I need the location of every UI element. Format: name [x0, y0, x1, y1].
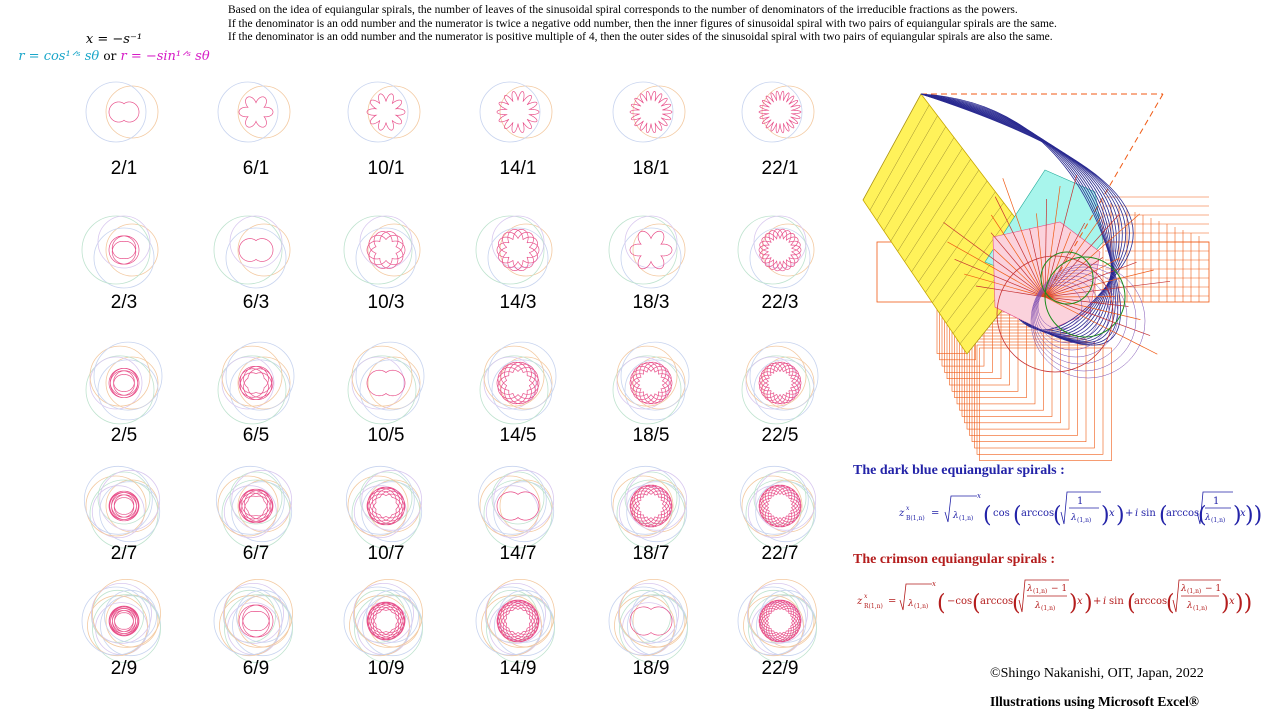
intro-line-3: If the denominator is an odd number and the numerator is positive multiple of 4, then the outer sides of the sinusoidal spiral with two pairs of equiangular spirals are also the same. — [228, 31, 1053, 43]
svg-text:B(1,n): B(1,n) — [906, 515, 925, 522]
svg-text:arccos: arccos — [980, 596, 1014, 607]
spiral-thumbnail — [482, 349, 554, 446]
svg-text:sin: sin — [1109, 596, 1124, 607]
intro-line-2: If the denominator is an odd number and the numerator is twice a negative odd number, then the inner figures of sinusoidal spiral with two pairs of equiangular spirals are the same. — [228, 17, 1057, 30]
sinusoidal-spiral-curve — [367, 94, 405, 130]
spiral-formula — [6, 32, 222, 64]
spiral-thumbnail — [744, 587, 816, 679]
background-arc — [214, 216, 282, 284]
sinusoidal-spiral-curve — [239, 489, 273, 523]
svg-text:λ: λ — [1027, 584, 1033, 594]
spiral-thumbnail — [220, 349, 292, 446]
svg-text:x: x — [977, 492, 981, 500]
svg-text:(1,n): (1,n) — [1033, 588, 1048, 595]
orange-square — [970, 336, 1078, 435]
svg-text:x: x — [906, 505, 910, 512]
background-arc — [352, 357, 404, 409]
fraction-label: 14/7 — [499, 543, 537, 564]
svg-text:): ) — [1233, 503, 1242, 528]
svg-text:1: 1 — [1213, 496, 1220, 507]
spiral-thumbnail — [88, 472, 160, 564]
fraction-label: 18/7 — [632, 543, 670, 564]
svg-text:(: ( — [937, 591, 946, 616]
background-arc — [238, 357, 290, 409]
spiral-thumbnail-figure — [744, 349, 816, 417]
background-arc — [352, 480, 420, 548]
svg-text:1: 1 — [1077, 496, 1084, 507]
svg-text:=: = — [931, 508, 940, 519]
svg-text:x: x — [864, 593, 868, 600]
sinusoidal-spiral-curve — [630, 362, 672, 404]
or-text: or — [103, 49, 117, 63]
orange-square — [977, 345, 1103, 454]
svg-text:(1,n): (1,n) — [959, 515, 974, 522]
svg-text:z: z — [899, 508, 905, 519]
spiral-thumbnail — [615, 349, 687, 446]
sinusoidal-spiral-curve — [239, 239, 273, 262]
svg-text:λ: λ — [953, 511, 959, 521]
spiral-thumbnail — [220, 216, 292, 313]
spiral-thumbnail — [482, 78, 554, 179]
spiral-thumbnail-figure — [482, 472, 554, 540]
spiral-thumbnail-figure — [615, 349, 687, 417]
fraction-label: 6/3 — [242, 292, 270, 313]
spiral-thumbnail — [350, 216, 422, 313]
spiral-thumbnail-figure — [350, 78, 422, 146]
spiral-thumbnail — [88, 587, 160, 679]
background-arc — [218, 82, 278, 142]
background-arc — [742, 82, 802, 142]
spiral-thumbnail-figure — [350, 472, 422, 540]
svg-text:(1,n): (1,n) — [1077, 517, 1092, 524]
background-arc — [761, 590, 813, 642]
svg-text:)): )) — [1245, 503, 1263, 528]
blue-spiral-equation — [895, 488, 1263, 536]
sinusoidal-spiral-curve — [497, 600, 539, 642]
background-arc — [625, 216, 677, 268]
background-arc — [488, 228, 548, 288]
background-arc — [500, 86, 552, 138]
svg-text:z: z — [857, 596, 863, 607]
spiral-thumbnail — [88, 349, 160, 446]
svg-text:(1,n): (1,n) — [914, 603, 929, 610]
fraction-label: 10/1 — [367, 158, 405, 179]
background-arc — [609, 216, 677, 284]
svg-text:arccos: arccos — [1134, 596, 1168, 607]
spiral-thumbnail-figure — [350, 216, 422, 284]
spiral-thumbnail — [350, 349, 422, 446]
spiral-thumbnail — [615, 472, 687, 564]
svg-text:sin: sin — [1141, 508, 1156, 519]
fraction-label: 18/5 — [632, 425, 670, 446]
spiral-thumbnail — [744, 349, 816, 446]
spiral-thumbnail-figure — [220, 349, 292, 417]
svg-text:): ) — [1221, 591, 1230, 616]
spiral-thumbnail — [350, 587, 422, 679]
svg-text:cos: cos — [993, 508, 1010, 519]
background-arc — [750, 228, 810, 288]
sinusoidal-spiral-curve — [630, 91, 672, 132]
svg-text:(: ( — [1013, 503, 1022, 528]
sinusoidal-spiral-curve — [109, 368, 139, 397]
svg-text:R(1,n): R(1,n) — [864, 603, 883, 610]
fraction-label: 14/9 — [499, 658, 537, 679]
fraction-label: 22/7 — [761, 543, 799, 564]
sinusoidal-spiral-curve — [630, 485, 672, 527]
intro-text — [228, 4, 1228, 45]
spiral-thumbnail — [350, 472, 422, 564]
svg-text:): ) — [1084, 591, 1093, 616]
svg-text:− 1: − 1 — [1051, 584, 1068, 594]
copyright-credit: ©Shingo Nakanishi, OIT, Japan, 2022 — [990, 666, 1204, 681]
background-arc — [621, 228, 681, 288]
spiral-thumbnail-figure — [482, 216, 554, 284]
background-arc — [368, 86, 420, 138]
fraction-label: 10/5 — [367, 425, 405, 446]
svg-text:): ) — [1069, 591, 1078, 616]
sinusoidal-spiral-curve — [367, 370, 405, 396]
svg-text:(: ( — [972, 591, 981, 616]
sinusoidal-spiral-curve — [367, 602, 405, 640]
svg-text:+: + — [1125, 508, 1134, 519]
svg-text:λ: λ — [1071, 513, 1077, 523]
fraction-label: 2/9 — [110, 658, 138, 679]
fraction-label: 6/1 — [242, 158, 270, 179]
fraction-label: 10/9 — [367, 658, 405, 679]
spiral-thumbnail — [220, 472, 292, 564]
background-arc — [480, 82, 540, 142]
background-arc — [762, 86, 814, 138]
background-arc — [222, 480, 290, 548]
spiral-thumbnail-figure — [482, 349, 554, 417]
svg-text:): ) — [1116, 503, 1125, 528]
svg-text:λ: λ — [908, 599, 914, 609]
fraction-label: 18/9 — [632, 658, 670, 679]
svg-text:i: i — [1135, 508, 1139, 519]
spiral-thumbnail — [744, 216, 816, 313]
fraction-label: 22/1 — [761, 158, 799, 179]
spiral-thumbnail-figure — [88, 349, 160, 417]
background-arc — [86, 82, 146, 142]
svg-text:arccos: arccos — [1021, 508, 1055, 519]
spiral-thumbnail — [220, 587, 292, 679]
background-arc — [106, 86, 158, 138]
svg-text:λ: λ — [1187, 601, 1193, 611]
svg-text:i: i — [1103, 596, 1107, 607]
svg-text:λ: λ — [1035, 601, 1041, 611]
sinusoidal-spiral-curve — [239, 366, 273, 399]
fraction-label: 14/3 — [499, 292, 537, 313]
r-cos-formula: r = cos¹ᐟˢ sθ — [18, 49, 100, 64]
background-arc — [238, 86, 290, 138]
spiral-thumbnail-figure — [350, 349, 422, 417]
spiral-thumbnail-figure — [220, 472, 292, 540]
x-definition: x = −s⁻¹ — [85, 32, 143, 47]
svg-text:x: x — [1109, 508, 1115, 519]
svg-text:x: x — [1240, 508, 1246, 519]
sinusoidal-spiral-curve — [759, 362, 801, 404]
svg-text:−cos: −cos — [947, 596, 973, 607]
sinusoidal-spiral-curve — [109, 102, 139, 122]
orange-square — [965, 330, 1061, 423]
spiral-thumbnail — [615, 587, 687, 679]
spiral-thumbnail-figure — [744, 472, 816, 540]
sinusoidal-spiral-curve — [759, 600, 801, 642]
spiral-thumbnail — [615, 216, 687, 313]
fraction-label: 6/5 — [242, 425, 270, 446]
spiral-thumbnail-figure — [615, 472, 687, 540]
svg-text:(: ( — [1012, 591, 1021, 616]
svg-text:): ) — [1101, 503, 1110, 528]
svg-text:+: + — [1093, 596, 1102, 607]
background-arc — [484, 480, 552, 548]
sinusoidal-spiral-curve — [109, 606, 139, 636]
svg-text:(1,n): (1,n) — [1193, 605, 1208, 612]
fraction-label: 2/7 — [110, 543, 138, 564]
background-arc — [230, 216, 282, 268]
equiangular-construction-figure — [855, 82, 1215, 412]
sinusoidal-spiral-curve — [759, 91, 801, 133]
spiral-thumbnail-figure — [88, 472, 160, 540]
spiral-thumbnail — [88, 216, 160, 313]
svg-text:x: x — [1229, 596, 1235, 607]
fraction-label: 6/7 — [242, 543, 270, 564]
svg-text:)): )) — [1235, 591, 1253, 616]
fraction-label: 2/1 — [110, 158, 138, 179]
background-arc — [222, 357, 274, 409]
spiral-thumbnail-figure — [615, 78, 687, 146]
svg-text:(1,n): (1,n) — [1041, 605, 1056, 612]
spiral-thumbnail — [482, 587, 554, 679]
svg-text:(: ( — [1198, 503, 1207, 528]
fraction-label: 6/9 — [242, 658, 270, 679]
background-arc — [344, 216, 412, 284]
spiral-thumbnail-figure — [615, 216, 687, 284]
spiral-thumbnail — [88, 78, 160, 179]
background-arc — [356, 228, 416, 288]
svg-text:arccos: arccos — [1166, 508, 1200, 519]
spiral-thumbnail-figure — [744, 216, 816, 284]
background-arc — [226, 342, 294, 410]
intro-line-1: Based on the idea of equiangular spirals, the number of leaves of the sinusoidal spiral corresponds to the number of denominators of the irreducible fractions as the powers. — [228, 4, 1018, 16]
spiral-thumbnail-figure — [220, 587, 292, 655]
sinusoidal-spiral-curve — [497, 229, 539, 270]
sinusoidal-spiral-curve — [239, 605, 273, 637]
spiral-thumbnail-figure — [88, 78, 160, 146]
spiral-thumbnail-figure — [482, 78, 554, 146]
fraction-label: 10/7 — [367, 543, 405, 564]
fraction-label: 22/3 — [761, 292, 799, 313]
background-arc — [82, 216, 150, 284]
svg-text:λ: λ — [1181, 584, 1187, 594]
background-arc — [368, 357, 420, 409]
background-arc — [348, 82, 408, 142]
fraction-label: 2/3 — [110, 292, 138, 313]
spiral-thumbnail — [615, 78, 687, 179]
svg-text:− 1: − 1 — [1205, 584, 1222, 594]
spiral-thumbnail-figure — [88, 587, 160, 655]
svg-text:λ: λ — [1205, 513, 1211, 523]
fraction-label: 18/1 — [632, 158, 670, 179]
sinusoidal-spiral-curve — [367, 487, 405, 525]
spiral-thumbnail — [744, 78, 816, 179]
sinusoidal-spiral-curve — [109, 236, 139, 264]
sinusoidal-spiral-curve — [497, 92, 539, 133]
sinusoidal-spiral-curve — [239, 97, 273, 127]
fraction-label: 18/3 — [632, 292, 670, 313]
spiral-thumbnail — [220, 78, 292, 179]
sinusoidal-spiral-curve — [497, 362, 539, 404]
tool-credit: Illustrations using Microsoft Excel® — [990, 694, 1199, 709]
spiral-thumbnail-figure — [220, 216, 292, 284]
spiral-thumbnail-figure — [88, 216, 160, 284]
crimson-spirals-title: The crimson equiangular spirals : — [853, 552, 1055, 567]
background-arc — [613, 82, 673, 142]
spiral-thumbnail — [482, 472, 554, 564]
fraction-label: 10/3 — [367, 292, 405, 313]
spiral-thumbnail — [744, 472, 816, 564]
sinusoidal-spiral-curve — [759, 485, 801, 527]
blue-spirals-title: The dark blue equiangular spirals : — [853, 463, 1065, 478]
svg-text:x: x — [1077, 596, 1083, 607]
background-arc — [226, 228, 286, 288]
svg-text:x: x — [932, 580, 936, 588]
fraction-label: 22/9 — [761, 658, 799, 679]
spiral-thumbnail — [350, 78, 422, 179]
svg-text:(: ( — [1166, 591, 1175, 616]
svg-text:(1,n): (1,n) — [1211, 517, 1226, 524]
fraction-label: 2/5 — [110, 425, 138, 446]
svg-text:(: ( — [1127, 591, 1136, 616]
background-arc — [356, 342, 424, 410]
spiral-thumbnail — [482, 216, 554, 313]
svg-text:(1,n): (1,n) — [1187, 588, 1202, 595]
r-sin-formula: r = −sin¹ᐟˢ sθ — [120, 49, 210, 64]
sinusoidal-spiral-curve — [759, 229, 801, 271]
svg-text:(: ( — [1159, 503, 1168, 528]
sinusoidal-spiral-curve — [109, 491, 139, 521]
spiral-thumbnail-figure — [220, 78, 292, 146]
crimson-spiral-equation — [855, 576, 1255, 626]
spiral-thumbnail-figure — [615, 587, 687, 655]
background-arc — [748, 590, 800, 642]
svg-text:(: ( — [1053, 503, 1062, 528]
spiral-thumbnail-figure — [482, 587, 554, 655]
background-arc — [94, 342, 162, 410]
svg-text:=: = — [888, 596, 897, 607]
fraction-label: 22/5 — [761, 425, 799, 446]
fraction-label: 14/1 — [499, 158, 537, 179]
spiral-thumbnail-figure — [744, 78, 816, 146]
svg-text:(: ( — [983, 503, 992, 528]
fraction-label: 14/5 — [499, 425, 537, 446]
orange-square — [980, 348, 1112, 461]
sinusoidal-spiral-curve — [367, 232, 405, 269]
spiral-thumbnail-figure — [744, 587, 816, 655]
spiral-thumbnail-figure — [350, 587, 422, 655]
